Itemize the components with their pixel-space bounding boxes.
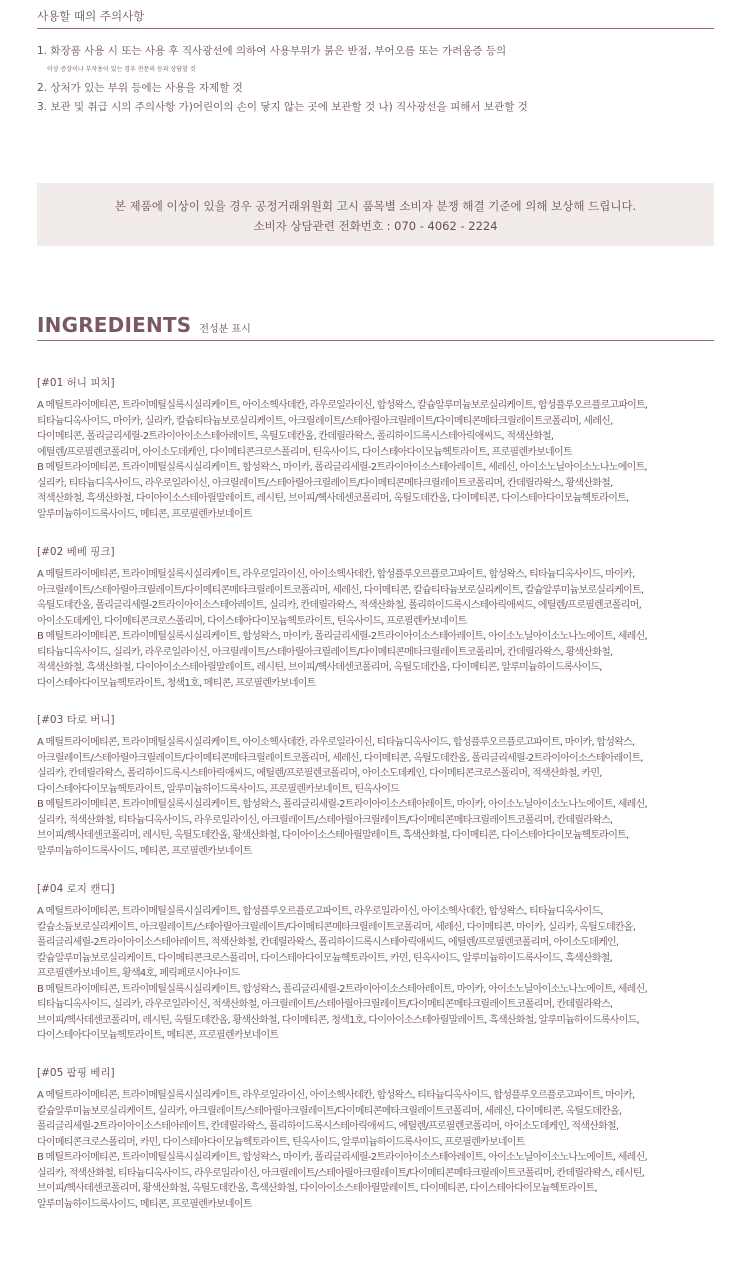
ingredient-line: 아크릴레이트/스테아릴아크릴레이트/다이메티콘메타크릴레이트코폴리머, 세레신, 다이메티콘, 칼슘티타늄보로실리케이트, 칼슘알루미늄보로실리케이트,	[37, 584, 644, 596]
ingredient-line: A 메틸트라이메티콘, 트라이메틸실록시실리케이트, 아이소헥사데칸, 라우로일라이신, 합성왁스, 칼슘알루미늄보로실리케이트, 합성플루오르플로고파이트,	[37, 400, 648, 411]
ingredient-line: 티타늄디옥사이드, 마이카, 실리카, 칼슘티타늄보로실리케이트, 아크릴레이트/스테아릴아크릴레이트/다이메티콘메타크릴레이트코폴리머, 세레신,	[37, 415, 613, 427]
ingredient-line: A 메틸트라이메티콘, 트라이메틸실록시실리케이트, 아이소헥사데칸, 라우로일라이신, 티타늄디옥사이드, 합성플루오르플로고파이트, 마이카, 합성왁스,	[37, 737, 635, 748]
caution-item: 2. 상처가 있는 부위 등에는 사용을 자제할 것	[37, 82, 243, 94]
ingredient-line: 옥틸도데칸올, 폴리글리세릴-2트라이아이소스테아레이트, 실리카, 칸데릴라왁스, 적색산화철, 폴리하이드록시스테아릭애씨드, 에틸렌/프로필렌코폴리머,	[37, 600, 641, 611]
ingredient-line: B 메틸트라이메티콘, 트라이메틸실록시실리케이트, 합성왁스, 마이카, 폴리글리세릴-2트라이아이소스테아레이트, 아이소노닐아이소노나노에이트, 세레신,	[37, 631, 647, 642]
caution-item: 3. 보관 및 취급 시의 주의사항 가)어린이의 손이 닿지 않는 곳에 보관할 것 나) 직사광선을 피해서 보관할 것	[37, 100, 528, 113]
product-ingredients-04	[37, 882, 714, 1044]
ingredients-subtitle: 전성분 표시	[199, 324, 251, 335]
product-name: [#02 베베 핑크]	[37, 546, 115, 558]
product-name: [#01 허니 피치]	[37, 377, 115, 389]
ingredient-line: 실리카, 칸데릴라왁스, 폴리하이드록시스테아릭애씨드, 에틸렌/프로필렌코폴리머, 아이소도데케인, 다이메티콘크로스폴리머, 적색산화철, 카민,	[37, 768, 602, 779]
ingredient-line: 칼슘알루미늄보로실리케이트, 실리카, 아크릴레이트/스테아릴아크릴레이트/다이메티콘메타크릴레이트코폴리머, 세레신, 다이메티콘, 옥틸도데칸올,	[37, 1105, 622, 1117]
ingredients-heading	[37, 313, 251, 337]
ingredient-line: 실리카, 적색산화철, 티타늄디옥사이드, 라우로일라이신, 아크릴레이트/스테아릴아크릴레이트/다이메티콘메타크릴레이트코폴리머, 칸데릴라왁스,	[37, 814, 613, 826]
ingredient-line: 다이스테아다이모늄헥토라이트, 알루미늄하이드록사이드, 프로필렌카보네이트, 틴옥사이드	[37, 783, 400, 795]
ingredients-title: INGREDIENTS	[37, 313, 192, 337]
ingredient-line: A 메틸트라이메티콘, 트라이메틸실록시실리케이트, 합성플루오르플로고파이트, 라우로일라이신, 아이소헥사데칸, 합성왁스, 티타늄디옥사이드,	[37, 906, 603, 917]
ingredient-line: B 메틸트라이메티콘, 트라이메틸실록시실리케이트, 합성왁스, 마이카, 폴리글리세릴-2트라이아이소스테아레이트, 아이소노닐아이소노나노에이트, 세레신,	[37, 1152, 647, 1163]
ingredient-line: 실리카, 적색산화철, 티타늄디옥사이드, 라우로일라이신, 아크릴레이트/스테아릴아크릴레이트/다이메티콘메타크릴레이트코폴리머, 칸데릴라왁스, 레시틴,	[37, 1167, 645, 1179]
product-ingredients-02	[37, 545, 714, 691]
ingredients-divider	[37, 340, 714, 341]
caution-divider	[37, 28, 714, 29]
ingredient-line: 다이메티콘, 폴리글리세릴-2트라이아이소스테아레이트, 옥틸도데칸올, 칸데릴라왁스, 폴리하이드록시스테아릭애씨드, 적색산화철,	[37, 431, 554, 442]
ingredient-line: 다이스테아다이모늄헥토라이트, 청색1호, 메티콘, 프로필렌카보네이트	[37, 677, 316, 689]
ingredient-line: 프로필렌카보네이트, 황색4호, 페릭페로시아나이드	[37, 968, 240, 979]
ingredient-line: A 메틸트라이메티콘, 트라이메틸실록시실리케이트, 라우로일라이신, 아이소헥사데칸, 합성왁스, 티타늄디옥사이드, 합성플루오르플로고파이트, 마이카,	[37, 1090, 635, 1101]
ingredient-line: 폴리글리세릴-2트라이아이소스테아레이트, 칸데릴라왁스, 폴리하이드록시스테아릭애씨드, 에틸렌/프로필렌코폴리머, 아이소도데케인, 적색산화철,	[37, 1121, 619, 1132]
caution-item: 1. 화장품 사용 시 또는 사용 후 직사광선에 의하여 사용부위가 붉은 반점, 부어오름 또는 가려움증 등의	[37, 45, 507, 57]
consumer-notice-box	[37, 183, 714, 246]
ingredient-line: 실리카, 티타늄디옥사이드, 라우로일라이신, 아크릴레이트/스테아릴아크릴레이트/다이메티콘메타크릴레이트코폴리머, 칸데릴라왁스, 황색산화철,	[37, 477, 613, 489]
ingredient-line: B 메틸트라이메티콘, 트라이메틸실록시실리케이트, 합성왁스, 폴리글리세릴-2트라이아이소스테아레이트, 마이카, 아이소노닐아이소노나노에이트, 세레신,	[37, 799, 647, 810]
caution-title: 사용할 때의 주의사항	[37, 9, 145, 23]
ingredient-line: 칼슘소듐보로실리케이트, 아크릴레이트/스테아릴아크릴레이트/다이메티콘메타크릴레이트코폴리머, 세레신, 다이메티콘, 마이카, 실리카, 옥틸도데칸올,	[37, 921, 636, 933]
ingredient-line: 티타늄디옥사이드, 실리카, 라우로일라이신, 아크릴레이트/스테아릴아크릴레이트/다이메티콘메타크릴레이트코폴리머, 칸데릴라왁스, 황색산화철,	[37, 646, 613, 658]
ingredient-line: B 메틸트라이메티콘, 트라이메틸실록시실리케이트, 합성왁스, 폴리글리세릴-2트라이아이소스테아레이트, 마이카, 아이소노닐아이소노나노에이트, 세레신,	[37, 983, 647, 995]
ingredient-line: 칼슘알루미늄보로실리케이트, 다이메티콘크로스폴리머, 다이스테아다이모늄헥토라이트, 카민, 틴옥사이드, 알루미늄하이드록사이드, 흑색산화철,	[37, 952, 613, 964]
notice-compensation-text: 본 제품에 이상이 있을 경우 공정거래위원회 고시 품목별 소비자 분쟁 해결 기준에 의해 보상해 드립니다.	[114, 199, 637, 213]
caution-list	[37, 42, 714, 116]
ingredient-line: 아이소도데케인, 다이메티콘크로스폴리머, 다이스테아다이모늄헥토라이트, 틴옥사이드, 프로필렌카보네이트	[37, 615, 467, 627]
notice-phone-text: 소비자 상담관련 전화번호 : 070 - 4062 - 2224	[253, 219, 498, 233]
caution-item: 이상 증상이나 부작용이 있는 경우 전문의 등과 상담할 것	[47, 65, 196, 73]
ingredient-line: B 메틸트라이메티콘, 트라이메틸실록시실리케이트, 합성왁스, 마이카, 폴리글리세릴-2트라이아이소스테아레이트, 세레신, 아이소노닐아이소노나노에이트,	[37, 462, 647, 473]
ingredient-line: 폴리글리세릴-2트라이아이소스테아레이트, 적색산화철, 칸데릴라왁스, 폴리하이드록시스테아릭애씨드, 에틸렌/프로필렌코폴리머, 아이소도데케인,	[37, 937, 619, 948]
ingredient-line: 적색산화철, 흑색산화철, 다이아이소스테아릴말레이트, 레시틴, 브이피/헥사데센코폴리머, 옥틸도데칸올, 다이메티콘, 다이스테아다이모늄헥토라이트,	[37, 493, 629, 504]
product-ingredients-03	[37, 713, 714, 859]
product-ingredients-05	[37, 1066, 714, 1212]
ingredient-line: 브이피/헥사데센코폴리머, 황색산화철, 옥틸도데칸올, 흑색산화철, 다이아이소스테아릴말레이트, 다이메티콘, 다이스테아다이모늄헥토라이트,	[37, 1183, 597, 1194]
ingredient-line: 알루미늄하이드록사이드, 메티콘, 프로필렌카보네이트	[37, 845, 252, 857]
ingredient-line: 티타늄디옥사이드, 실리카, 라우로일라이신, 적색산화철, 아크릴레이트/스테아릴아크릴레이트/다이메티콘메타크릴레이트코폴리머, 칸데릴라왁스,	[37, 999, 613, 1010]
product-ingredients-01	[37, 376, 714, 522]
ingredient-line: 알루미늄하이드록사이드, 메티콘, 프로필렌카보네이트	[37, 508, 252, 520]
ingredient-line: A 메틸트라이메티콘, 트라이메틸실록시실리케이트, 라우로일라이신, 아이소헥사데칸, 합성플루오르플로고파이트, 합성왁스, 티타늄디옥사이드, 마이카,	[37, 569, 635, 580]
product-name: [#03 타로 버니]	[37, 714, 115, 726]
product-name: [#05 팝핑 베리]	[37, 1067, 115, 1079]
ingredient-line: 다이스테아다이모늄헥토라이트, 메티콘, 프로필렌카보네이트	[37, 1030, 279, 1041]
ingredient-line: 다이메티콘크로스폴리머, 카민, 다이스테아다이모늄헥토라이트, 틴옥사이드, 알루미늄하이드록사이드, 프로필렌카보네이트	[37, 1136, 525, 1148]
ingredient-line: 브이피/헥사데센코폴리머, 레시틴, 옥틸도데칸올, 황색산화철, 다이아이소스테아릴말레이트, 흑색산화철, 다이메티콘, 다이스테아다이모늄헥토라이트,	[37, 830, 629, 841]
ingredient-line: 알루미늄하이드록사이드, 메티콘, 프로필렌카보네이트	[37, 1198, 252, 1210]
product-name: [#04 로지 캔디]	[37, 883, 115, 895]
ingredient-line: 적색산화철, 흑색산화철, 다이아이소스테아릴말레이트, 레시틴, 브이피/헥사데센코폴리머, 옥틸도데칸올, 다이메티콘, 알루미늄하이드록사이드,	[37, 662, 602, 673]
ingredient-line: 브이피/헥사데센코폴리머, 레시틴, 옥틸도데칸올, 황색산화철, 다이메티콘, 청색1호, 다이아이소스테아릴말레이트, 흑색산화철, 알루미늄하이드록사이드,	[37, 1014, 639, 1026]
ingredient-line: 에틸렌/프로필렌코폴리머, 아이소도데케인, 다이메티콘크로스폴리머, 틴옥사이드, 다이스테아다이모늄헥토라이트, 프로필렌카보네이트	[37, 446, 572, 458]
ingredient-line: 아크릴레이트/스테아릴아크릴레이트/다이메티콘메타크릴레이트코폴리머, 세레신, 다이메티콘, 옥틸도데칸올, 폴리글리세릴-2트라이아이소스테아레이트,	[37, 752, 643, 764]
